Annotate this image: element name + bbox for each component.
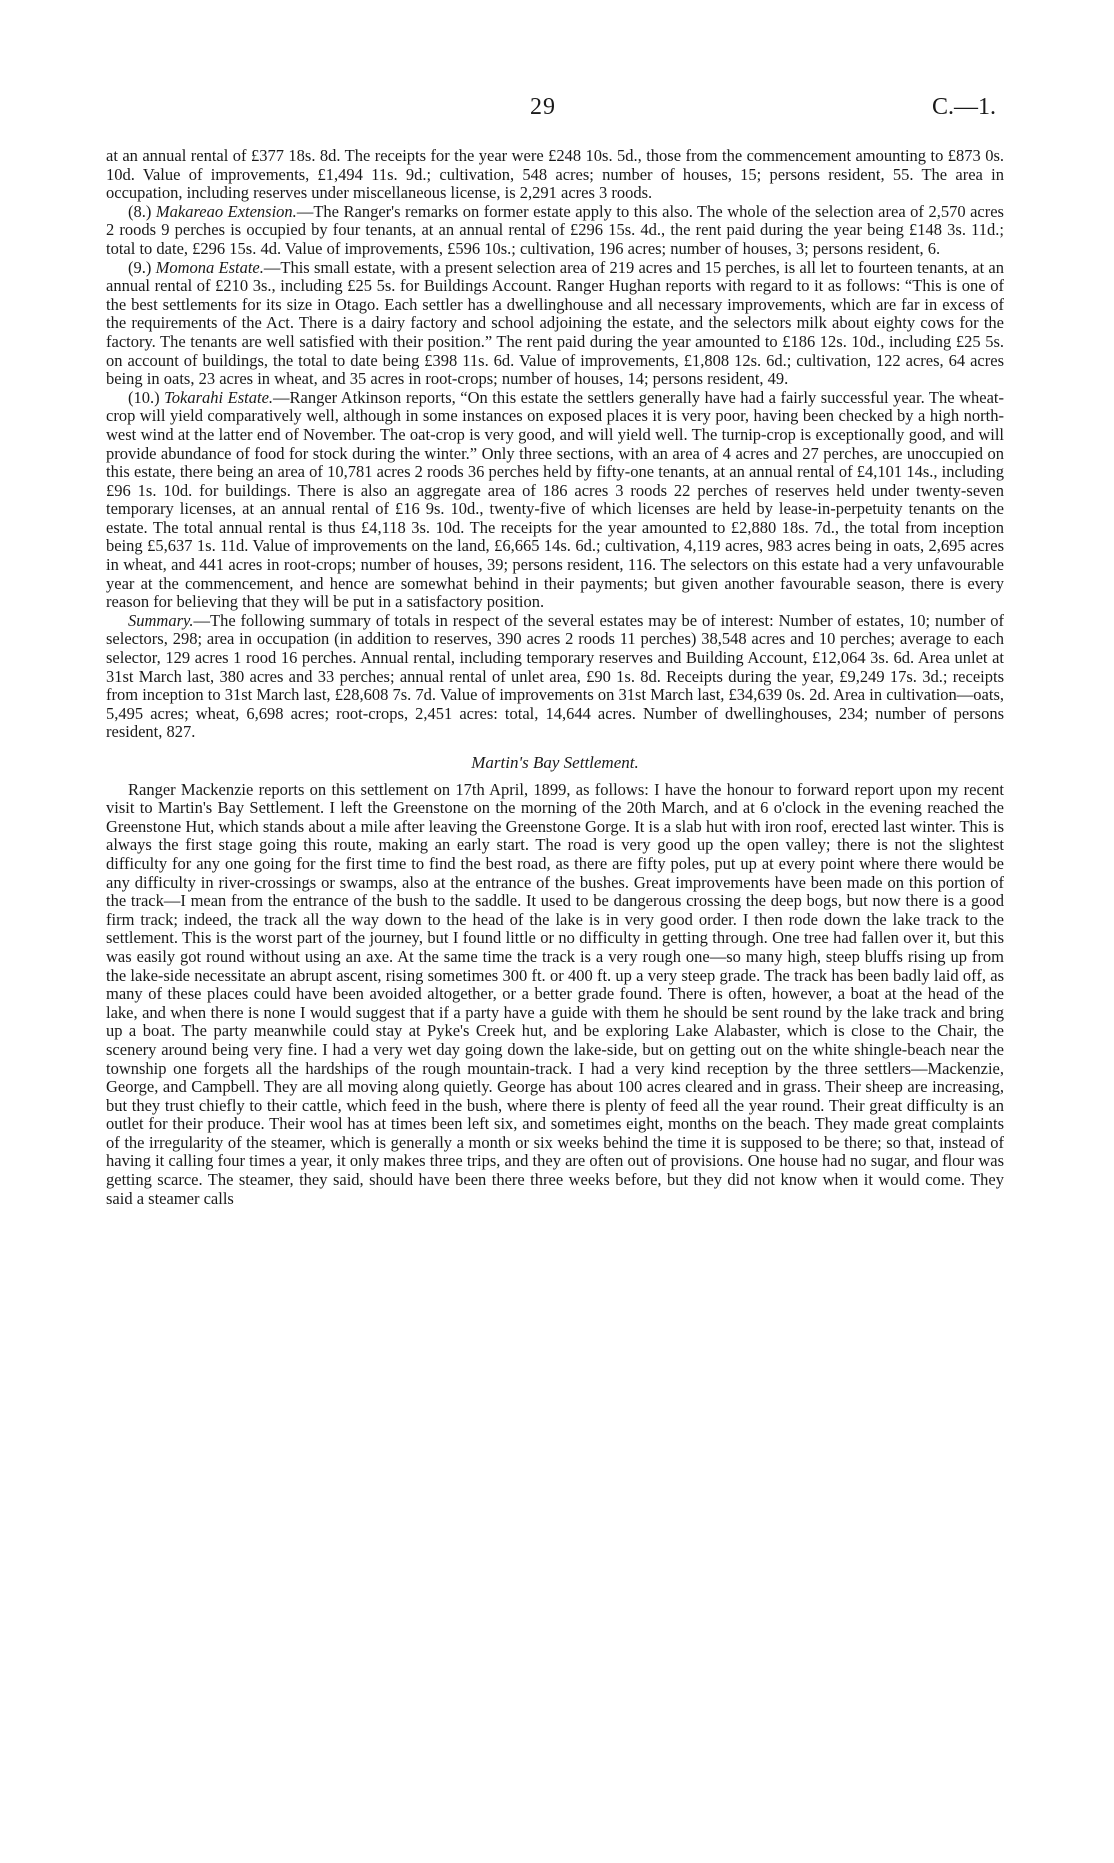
- paragraph-momona-estate: [106, 259, 1004, 389]
- paragraph-body: —This small estate, with a present selection area of 219 acres and 15 perches, is all let to fourteen tenants, at an annual rental of £210 3s., including £25 5s. for Buildings Account. Ranger Hughan reports with regard to it as follows: “This is one of the best settlements for its size in Otago. Each settler has a dwellinghouse and all necessary improvements, which are far in excess of the requirements of the Act. There is a dairy factory and school adjoining the estate, and the selectors milk about eighty cows for the factory. The tenants are well satisfied with their position.” The rent paid during the year amounted to £186 12s. 10d., including £25 5s. on account of buildings, the total to date being £398 11s. 6d. Value of improvements, £1,808 12s. 6d.; cultivation, 122 acres, 64 acres being in oats, 23 acres in wheat, and 35 acres in root-crops; number of houses, 14; persons resident, 49.: [106, 257, 1004, 389]
- paragraph-body: —Ranger Atkinson reports, “On this estate the settlers generally have had a fairly successful year. The wheat-crop will yield comparatively well, although in some instances on exposed places it is very poor, having been checked by a high north-west wind at the latter end of November. The oat-crop is very good, and will yield well. The turnip-crop is exceptionally good, and will provide abundance of food for stock during the winter.” Only three sections, with an area of 4 acres and 27 perches, are unoccupied on this estate, there being an area of 10,781 acres 2 roods 36 perches held by fifty-one tenants, at an annual rental of £4,101 14s., including £96 1s. 10d. for buildings. There is also an aggregate area of 186 acres 3 roods 22 perches of reserves held under twenty-seven temporary licenses, at an annual rental of £16 9s. 10d., twenty-five of which licenses are held by lease-in-perpetuity tenants on the estate. The total annual rental is thus £4,118 3s. 10d. The receipts for the year amounted to £2,880 18s. 7d., the total from inception being £5,637 1s. 11d. Value of improvements on the land, £6,665 14s. 6d.; cultivation, 4,119 acres, 983 acres being in oats, 2,695 acres in wheat, and 441 acres in root-crops; number of houses, 39; persons resident, 116. The selectors on this estate had a very unfavourable year at the commencement, and hence are somewhat behind in their payments; but given another favourable season, there is every reason for believing that they will be put in a satisfactory position.: [106, 387, 1004, 612]
- item-number: (8.): [128, 201, 156, 221]
- summary-title: Summary.: [128, 610, 194, 630]
- estate-title: Tokarahi Estate.: [164, 387, 274, 407]
- paragraph-continuation: at an annual rental of £377 18s. 8d. The receipts for the year were £248 10s. 5d., those from the commencement amounting to £873 0s. 10d. Value of improvements, £1,494 11s. 9d.; cultivation, 548 acres; number of houses, 15; persons resident, 55. The area in occupation, including reserves under miscellaneous license, is 2,291 acres 3 roods.: [106, 146, 1004, 203]
- paragraph-body: —The following summary of totals in respect of the several estates may be of interest: Number of estates, 10; number of selectors, 298; area in occupation (in addition to reserves, 390 acres 2 roods 11 perches) 38,548 acres and 10 perches; average to each selector, 129 acres 1 rood 16 perches. Annual rental, including temporary reserves and Building Account, £12,064 3s. 6d. Area unlet at 31st March last, 380 acres and 33 perches; annual rental of unlet area, £90 1s. 8d. Receipts during the year, £9,249 17s. 3d.; receipts from inception to 31st March last, £28,608 7s. 7d. Value of improvements on 31st March last, £34,639 0s. 2d. Area in cultivation—oats, 5,495 acres; wheat, 6,698 acres; root-crops, 2,451 acres: total, 14,644 acres. Number of dwellinghouses, 234; number of persons resident, 827.: [106, 610, 1004, 742]
- paragraph-body: —The Ranger's remarks on former estate apply to this also. The whole of the selection area of 2,570 acres 2 roods 9 perches is occupied by four tenants, at an annual rental of £296 15s. 4d., the rent paid during the year being £148 3s. 11d.; total to date, £296 15s. 4d. Value of improvements, £596 10s.; cultivation, 196 acres; number of houses, 3; persons resident, 6.: [106, 201, 1004, 258]
- item-number: (9.): [128, 257, 156, 277]
- section-heading: Martin's Bay Settlement.: [471, 753, 639, 772]
- page-number: 29: [530, 94, 556, 120]
- estate-title: Makareao Extension.: [155, 201, 297, 221]
- paragraph-makareao-extension: [106, 203, 1004, 259]
- paragraph-summary: [106, 612, 1004, 742]
- document-reference: C.—1.: [931, 94, 996, 120]
- estate-title: Momona Estate.: [155, 257, 264, 277]
- page-header: [0, 94, 1114, 130]
- paragraph-tokarahi-estate: [106, 389, 1004, 612]
- paragraph-martins-bay-report: Ranger Mackenzie reports on this settlement on 17th April, 1899, as follows: I have the honour to forward report upon my recent visit to Martin's Bay Settlement. I left the Greenstone on the morning of the 20th March, and at 6 o'clock in the evening reached the Greenstone Hut, which stands about a mile after leaving the Greenstone Gorge. It is a slab hut with iron roof, erected last winter. This is always the first stage going this route, making an early start. The road is very good up the open valley; there is not the slightest difficulty for any one going for the first time to find the best road, as there are fifty poles, put up at every point where there would be any difficulty in river-crossings or swamps, also at the entrance of the bushes. Great improvements have been made on this portion of the track—I mean from the entrance of the bush to the saddle. It used to be dangerous crossing the deep bogs, but now there is a good firm track; indeed, the track all the way down to the head of the lake is in very good order. I then rode down the lake track to the settlement. This is the worst part of the journey, but I found little or no difficulty in getting through. One tree had fallen over it, but this was easily got round without using an axe. At the same time the track is a very rough one—so many high, steep bluffs rising up from the lake-side necessitate an abrupt ascent, rising sometimes 300 ft. or 400 ft. up a very steep grade. The track has been badly laid off, as many of these places could have been avoided altogether, or a better grade found. There is often, however, a boat at the head of the lake, and when there is none I would suggest that if a party have a guide with them he should be sent round by the lake track and bring up a boat. The party meanwhile could stay at Pyke's Creek hut, and be exploring Lake Alabaster, which is close to the Chair, the scenery around being very fine. I had a very wet day going down the lake-side, but on getting out on the white shingle-beach near the township one forgets all the hardships of the rough mountain-track. I had a very kind reception by the three settlers—Mackenzie, George, and Campbell. They are all moving along quietly. George has about 100 acres cleared and in grass. Their sheep are increasing, but they trust chiefly to their cattle, which feed in the bush, where there is plenty of feed all the year round. Their great difficulty is an outlet for their produce. Their wool has at times been left six, and sometimes eight, months on the beach. They made great complaints of the irregularity of the steamer, which is generally a month or six weeks behind the time it is supposed to be there; so that, instead of having it calling four times a year, it only makes three trips, and they are often out of provisions. One house had no sugar, and flour was getting scarce. The steamer, they said, should have been there three weeks before, but they did not know when it would come. They said a steamer calls: [106, 779, 1004, 1208]
- page-body: [106, 147, 1004, 1208]
- item-number: (10.): [128, 387, 165, 407]
